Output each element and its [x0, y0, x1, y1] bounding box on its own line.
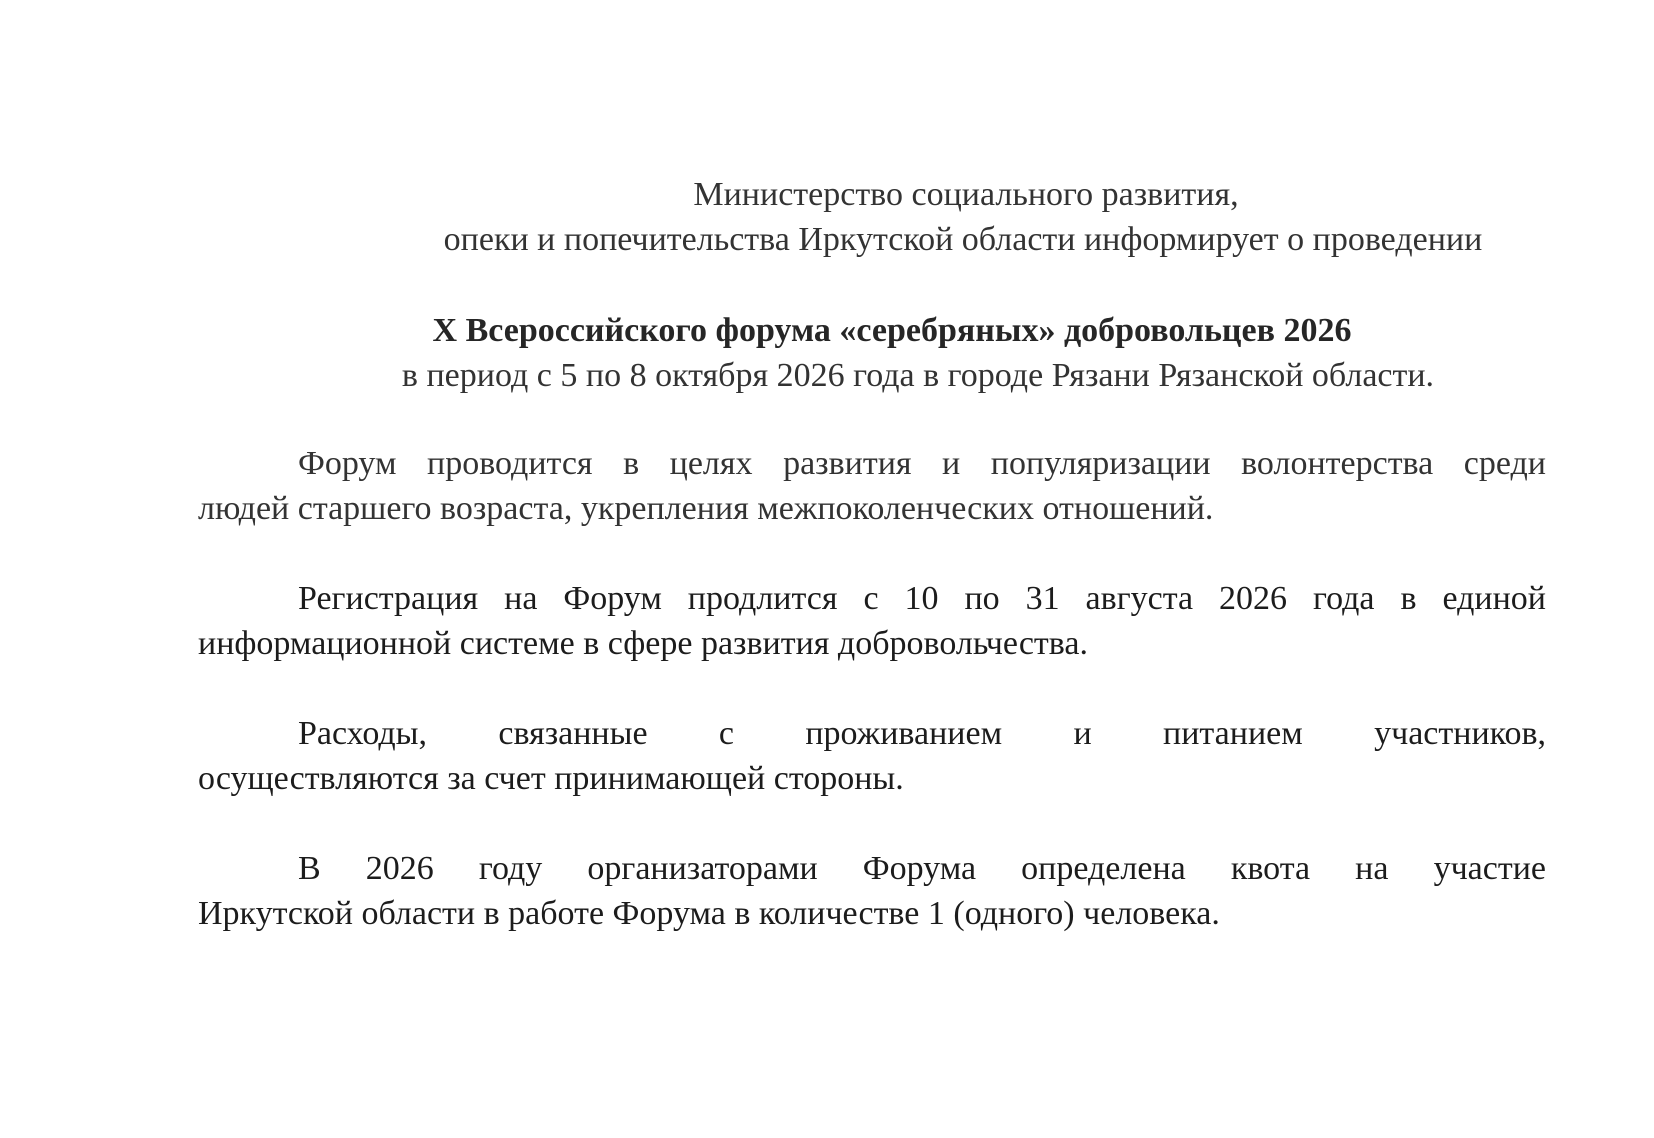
paragraph-line: Иркутской области в работе Форума в количестве 1 (одного) человека.	[198, 895, 1220, 932]
paragraph-expenses	[198, 711, 1546, 801]
paragraph-line: людей старшего возраста, укрепления межпоколенческих отношений.	[198, 490, 1214, 527]
event-block	[198, 308, 1546, 398]
paragraph-line: информационной системе в сфере развития добровольчества.	[198, 625, 1088, 662]
paragraph-line: В 2026 году организаторами Форума определена квота на участие	[298, 850, 1546, 887]
paragraph-line: осуществляются за счет принимающей стороны.	[198, 760, 904, 797]
event-title: X Всероссийского форума «серебряных» добровольцев 2026	[432, 312, 1352, 349]
paragraph-line: Форум проводится в целях развития и популяризации волонтерства среди	[298, 445, 1546, 482]
event-dates: в период с 5 по 8 октября 2026 года в городе Рязани Рязанской области.	[401, 357, 1435, 394]
paragraph-forum-goals	[198, 441, 1546, 531]
paragraph-line: Регистрация на Форум продлится с 10 по 31 августа 2026 года в единой	[298, 580, 1546, 617]
paragraph-line: Расходы, связанные с проживанием и питанием участников,	[298, 715, 1546, 752]
ministry-name-line-2: опеки и попечительства Иркутской области информирует о проведении	[443, 221, 1483, 258]
ministry-header	[198, 172, 1546, 262]
paragraph-registration	[198, 576, 1546, 666]
paragraph-quota	[198, 846, 1546, 936]
document-page	[198, 172, 1546, 936]
ministry-name-line-1: Министерство социального развития,	[693, 176, 1239, 213]
